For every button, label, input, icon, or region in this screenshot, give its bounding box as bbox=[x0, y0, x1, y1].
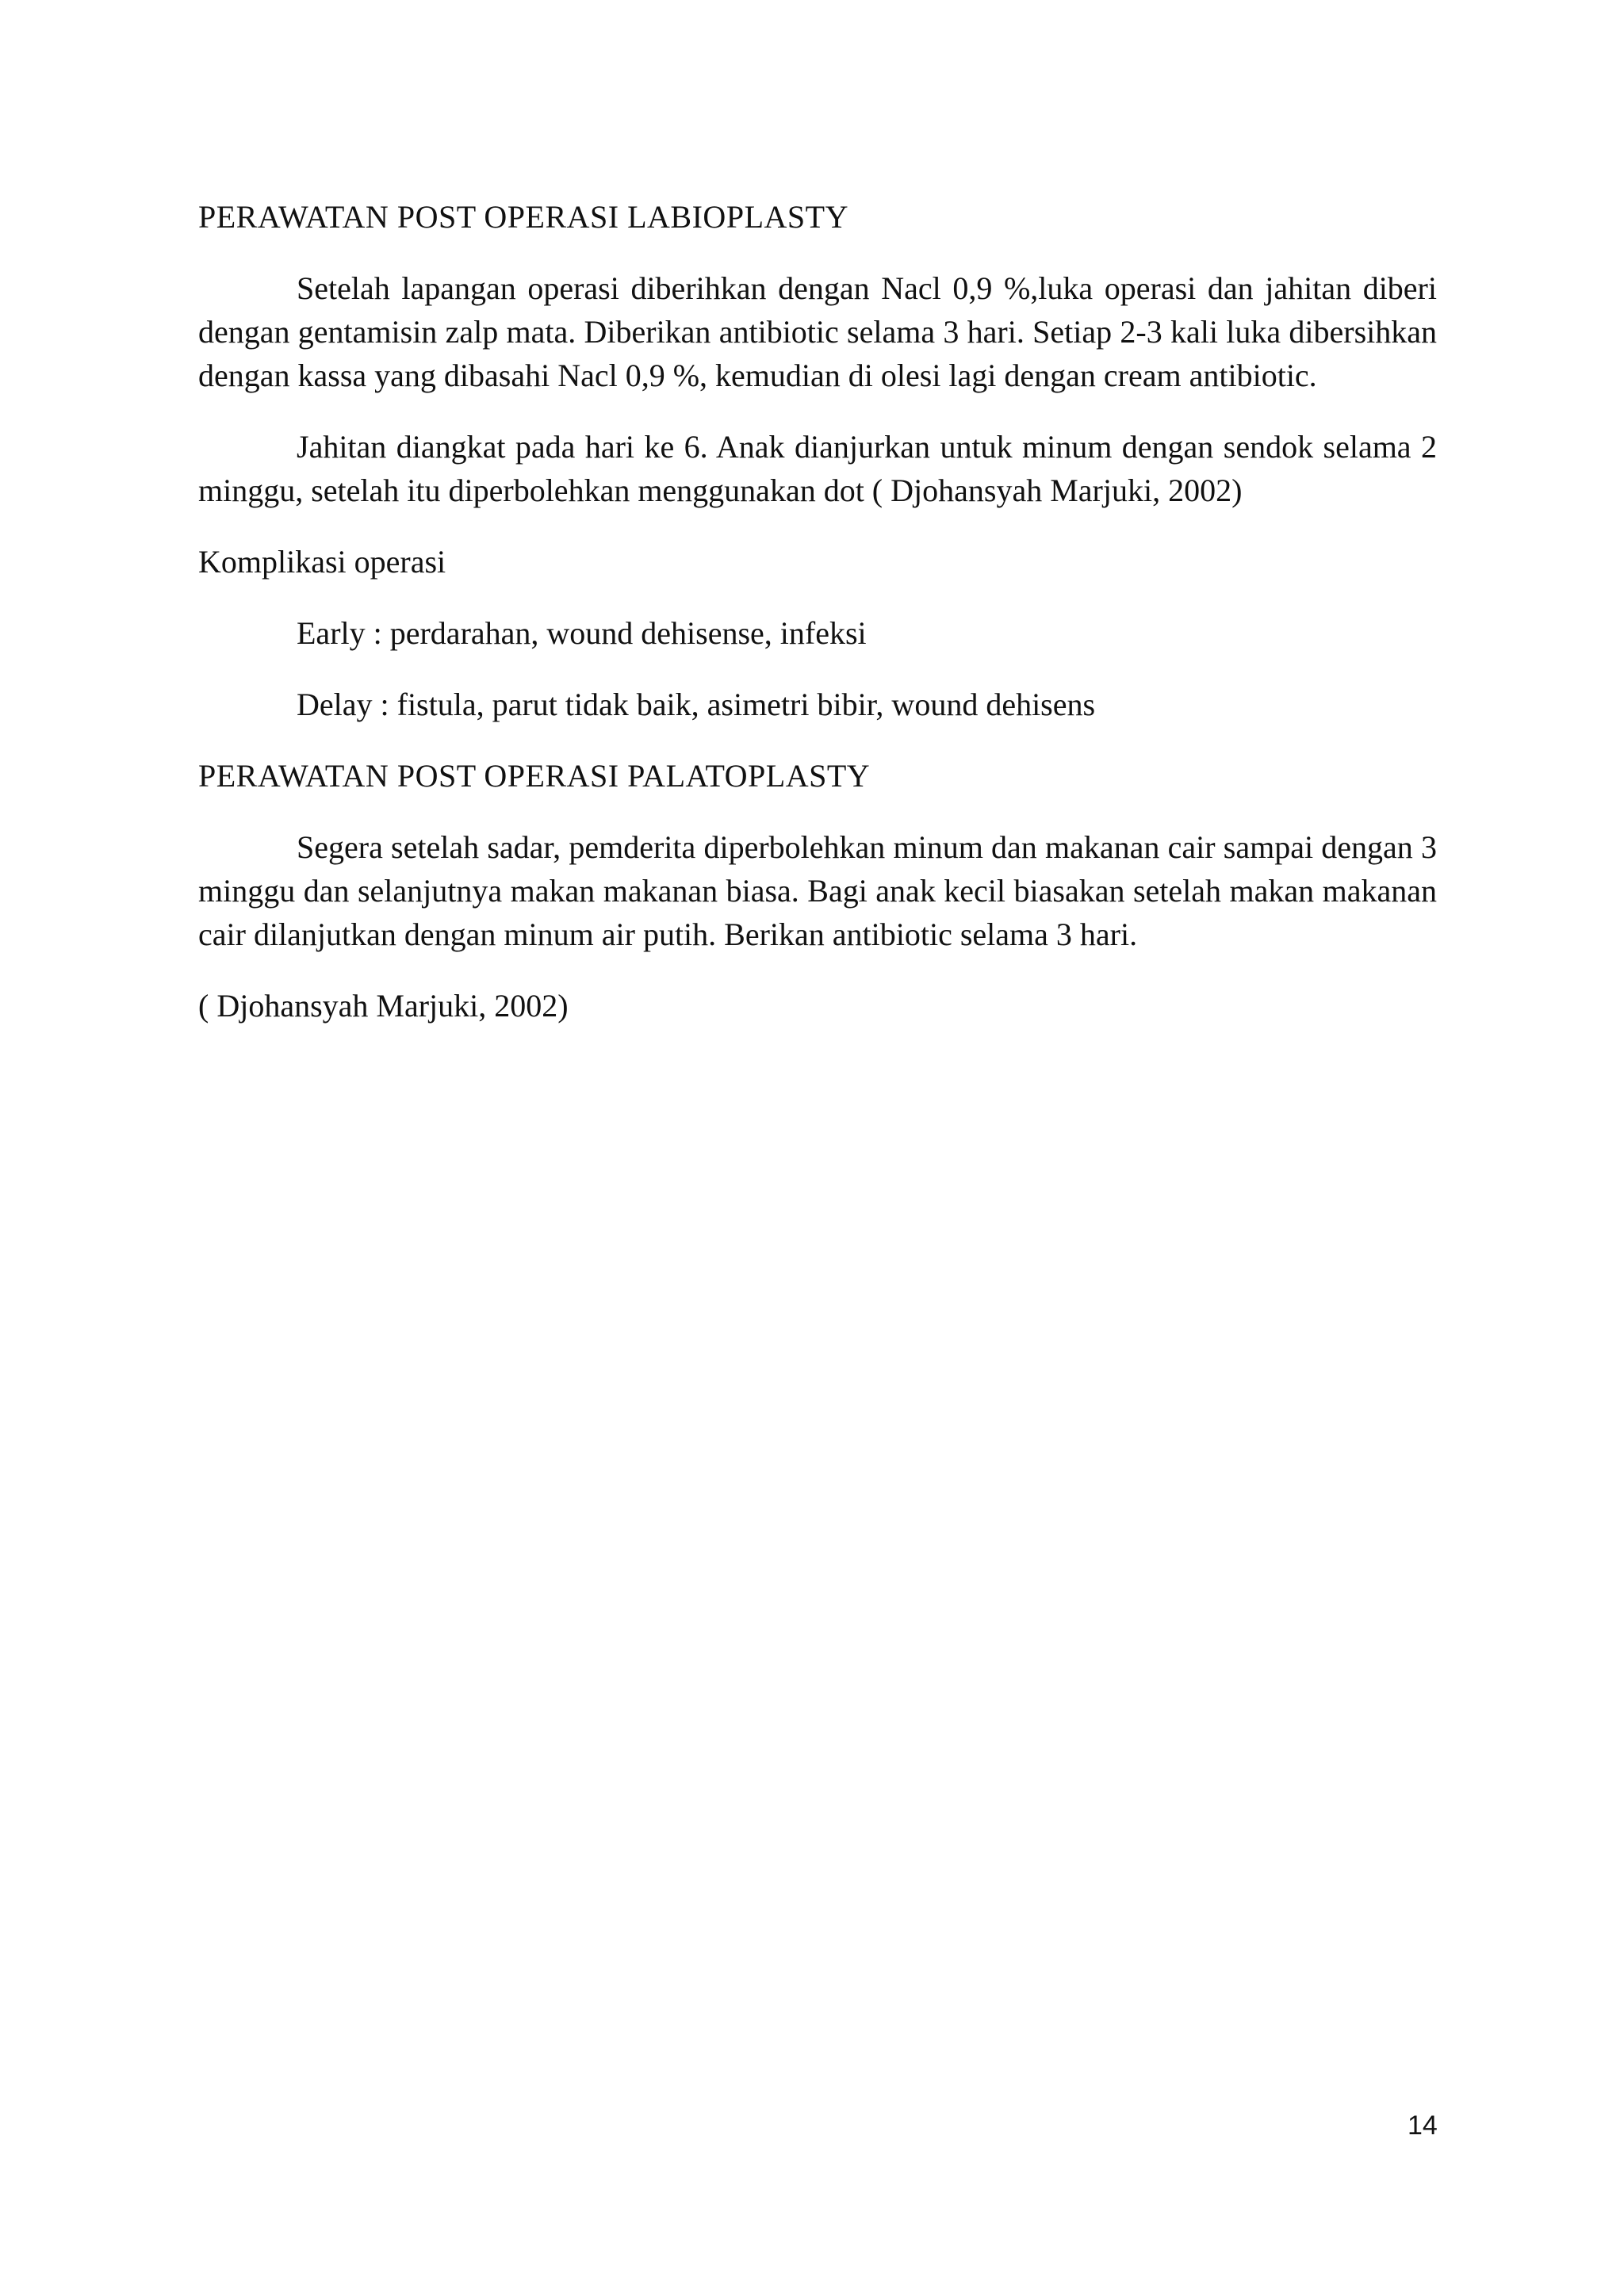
komplikasi-label: Komplikasi operasi bbox=[198, 544, 446, 580]
paragraph-stitch-removal: Jahitan diangkat pada hari ke 6. Anak dianjurkan untuk minum dengan sendok selama 2 minggu, setelah itu diperbolehkan menggunakan dot ( Djohansyah Marjuki, 2002) bbox=[198, 429, 1437, 508]
paragraph-palatoplasty-care: Segera setelah sadar, pemderita diperbolehkan minum dan makanan cair sampai dengan 3 minggu dan selanjutnya makan makanan biasa. Bagi anak kecil biasakan setelah makan makanan cair dilanjutkan dengan minum air putih. Berikan antibiotic selama 3 hari. bbox=[198, 829, 1437, 952]
heading-palatoplasty: PERAWATAN POST OPERASI PALATOPLASTY bbox=[198, 758, 871, 794]
citation: ( Djohansyah Marjuki, 2002) bbox=[198, 988, 569, 1024]
page-number: 14 bbox=[1408, 2110, 1438, 2141]
page-content bbox=[198, 195, 1437, 1055]
paragraph-labioplasty-care: Setelah lapangan operasi diberihkan dengan Nacl 0,9 %,luka operasi dan jahitan diberi dengan gentamisin zalp mata. Diberikan antibiotic selama 3 hari. Setiap 2-3 kali luka dibersihkan dengan kassa yang dibasahi Nacl 0,9 %, kemudian di olesi lagi dengan cream antibiotic. bbox=[198, 270, 1437, 393]
early-complications: Early : perdarahan, wound dehisense, infeksi bbox=[297, 615, 867, 651]
delay-complications: Delay : fistula, parut tidak baik, asimetri bibir, wound dehisens bbox=[297, 687, 1096, 722]
heading-labioplasty: PERAWATAN POST OPERASI LABIOPLASTY bbox=[198, 199, 848, 235]
